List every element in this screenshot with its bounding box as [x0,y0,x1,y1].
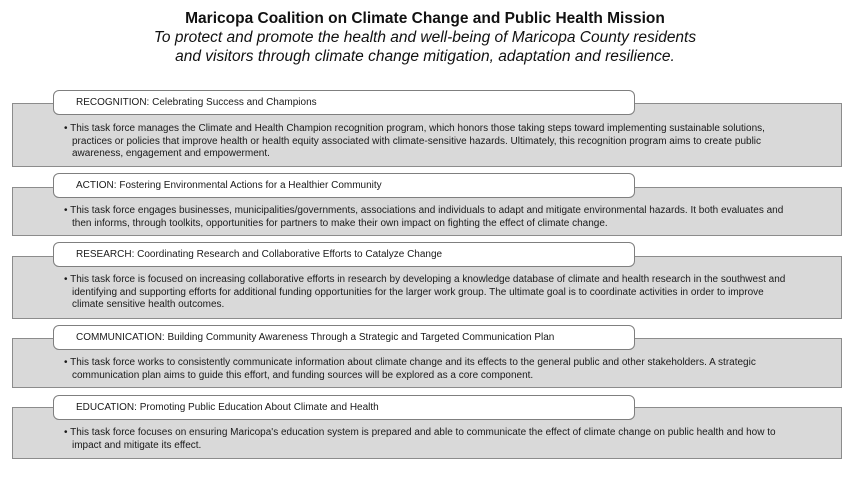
action-description: • This task force engages businesses, municipalities/governments, associations and individuals to adapt and mitigate environmental hazards. It both evaluates and then informs, through toolkits, opportunities for partners to make their own impact on fighting the effect of climate change. [64,205,784,229]
communication-description: • This task force works to consistently communicate information about climate change and its effects to the general public and other stakeholders. A strategic communication plan aims to guide this effort, and funding sources will be explored as a core component. [64,357,756,381]
page-title: Maricopa Coalition on Climate Change and Public Health Mission [185,10,665,27]
recognition-label: RECOGNITION: Celebrating Success and Champions [53,90,635,115]
recognition-description: • This task force manages the Climate and Health Champion recognition program, which honors those taking steps toward implementing sustainable solutions, practices or policies that improve health or health equity associated with climate-sensitive hazards. Ultimately, this recognition program aims to create public awareness, engagement and empowerment. [64,123,765,159]
education-label: EDUCATION: Promoting Public Education About Climate and Health [53,395,635,420]
mission-header [0,9,850,66]
communication-label: COMMUNICATION: Building Community Awareness Through a Strategic and Targeted Communication Plan [53,325,635,350]
research-description: • This task force is focused on increasing collaborative efforts in research by developing a knowledge database of climate and health research in the southwest and identifying and supporting efforts for additional funding opportunities for the larger work group. The ultimate goal is to coordinate activities in order to improve climate sensitive health outcomes. [64,274,786,310]
action-label: ACTION: Fostering Environmental Actions for a Healthier Community [53,173,635,198]
research-label: RESEARCH: Coordinating Research and Collaborative Efforts to Catalyze Change [53,242,635,267]
mission-statement-line-1: To protect and promote the health and well-being of Maricopa County residents [153,29,697,46]
education-description: • This task force focuses on ensuring Maricopa's education system is prepared and able to communicate the effect of climate change on public health and how to impact and mitigate its effect. [64,427,776,451]
mission-statement-line-2: and visitors through climate change mitigation, adaptation and resilience. [175,48,675,65]
